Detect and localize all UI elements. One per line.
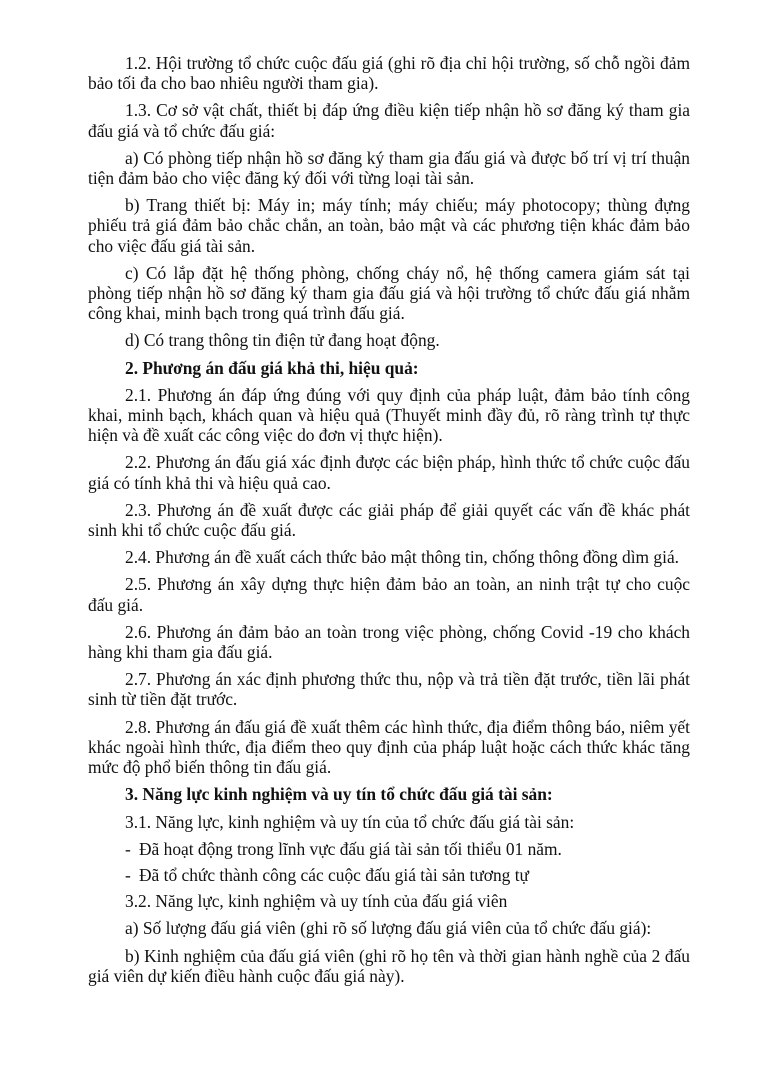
paragraph-3-2: 3.2. Năng lực, kinh nghiệm và uy tính của đấu giá viên bbox=[125, 891, 508, 912]
paragraph-2-4: 2.4. Phương án đề xuất cách thức bảo mật thông tin, chống thông đồng dìm giá. bbox=[125, 547, 680, 568]
paragraph-2-6: 2.6. Phương án đảm bảo an toàn trong việc phòng, chống Covid -19 cho khách hàng khi tham gia đấu giá. bbox=[88, 621, 690, 663]
paragraph-1-2: 1.2. Hội trường tổ chức cuộc đấu giá (ghi rõ địa chỉ hội trường, số chỗ ngồi đảm bảo tối đa cho bao nhiêu người tham gia). bbox=[88, 53, 690, 94]
list-item-text: Đã hoạt động trong lĩnh vực đấu giá tài sản tối thiểu 01 năm. bbox=[139, 838, 562, 859]
paragraph-3-1: 3.1. Năng lực, kinh nghiệm và uy tín của tổ chức đấu giá tài sản: bbox=[125, 811, 575, 832]
paragraph-1-3-b: b) Trang thiết bị: Máy in; máy tính; máy chiếu; máy photocopy; thùng đựng phiếu trả giá đảm bảo chắc chắn, an toàn, bảo mật và các phương tiện khác đảm bảo cho việc đấu giá tài sản. bbox=[88, 195, 690, 256]
paragraph-3-2-b: b) Kinh nghiệm của đấu giá viên (ghi rõ họ tên và thời gian hành nghề của 2 đấu giá viên dự kiến điều hành cuộc đấu giá này). bbox=[88, 945, 690, 986]
heading-section-3: 3. Năng lực kinh nghiệm và uy tín tổ chức đấu giá tài sản: bbox=[125, 784, 553, 805]
paragraph-2-7: 2.7. Phương án xác định phương thức thu, nộp và trả tiền đặt trước, tiền lãi phát sinh từ tiền đặt trước. bbox=[88, 669, 690, 710]
paragraph-1-3: 1.3. Cơ sở vật chất, thiết bị đáp ứng điều kiện tiếp nhận hồ sơ đăng ký tham gia đấu giá và tổ chức đấu giá: bbox=[88, 100, 690, 141]
list-item-3-1-success bbox=[88, 865, 690, 885]
paragraph-1-3-d: d) Có trang thông tin điện tử đang hoạt động. bbox=[125, 330, 440, 351]
paragraph-1-3-c: c) Có lắp đặt hệ thống phòng, chống cháy nổ, hệ thống camera giám sát tại phòng tiếp nhận hồ sơ đăng ký tham gia đấu giá và hội trường tổ chức đấu giá nhằm công khai, minh bạch trong quá trình đấu giá. bbox=[88, 262, 690, 324]
paragraph-2-2: 2.2. Phương án đấu giá xác định được các biện pháp, hình thức tổ chức cuộc đấu giá có tính khả thi và hiệu quả cao. bbox=[88, 452, 690, 493]
paragraph-2-1: 2.1. Phương án đáp ứng đúng với quy định của pháp luật, đảm bảo tính công khai, minh bạch, khách quan và hiệu quả (Thuyết minh đầy đủ, rõ ràng trình tự thực hiện và đề xuất các công việc do đơn vị thực hiện). bbox=[88, 384, 690, 446]
dash-bullet: - bbox=[125, 864, 131, 885]
paragraph-2-3: 2.3. Phương án đề xuất được các giải pháp để giải quyết các vấn đề khác phát sinh khi tổ chức cuộc đấu giá. bbox=[88, 499, 690, 541]
paragraph-1-3-a: a) Có phòng tiếp nhận hồ sơ đăng ký tham gia đấu giá và được bố trí vị trí thuận tiện đảm bảo cho việc đăng ký đối với từng loại tài sản. bbox=[88, 147, 690, 189]
document-page bbox=[88, 53, 690, 993]
paragraph-3-2-a: a) Số lượng đấu giá viên (ghi rõ số lượng đấu giá viên của tổ chức đấu giá): bbox=[125, 918, 652, 939]
dash-bullet: - bbox=[125, 838, 131, 859]
heading-section-2: 2. Phương án đấu giá khả thi, hiệu quả: bbox=[125, 357, 419, 378]
paragraph-2-8: 2.8. Phương án đấu giá đề xuất thêm các hình thức, địa điểm thông báo, niêm yết khác ngoài hình thức, địa điểm theo quy định của pháp luật hoặc cách thức khác tăng mức độ phổ biến thông tin đấu giá. bbox=[88, 716, 690, 778]
list-item-3-1-experience bbox=[88, 839, 690, 859]
paragraph-2-5: 2.5. Phương án xây dựng thực hiện đảm bảo an toàn, an ninh trật tự cho cuộc đấu giá. bbox=[88, 574, 690, 615]
list-item-text: Đã tổ chức thành công các cuộc đấu giá tài sản tương tự bbox=[139, 864, 529, 885]
